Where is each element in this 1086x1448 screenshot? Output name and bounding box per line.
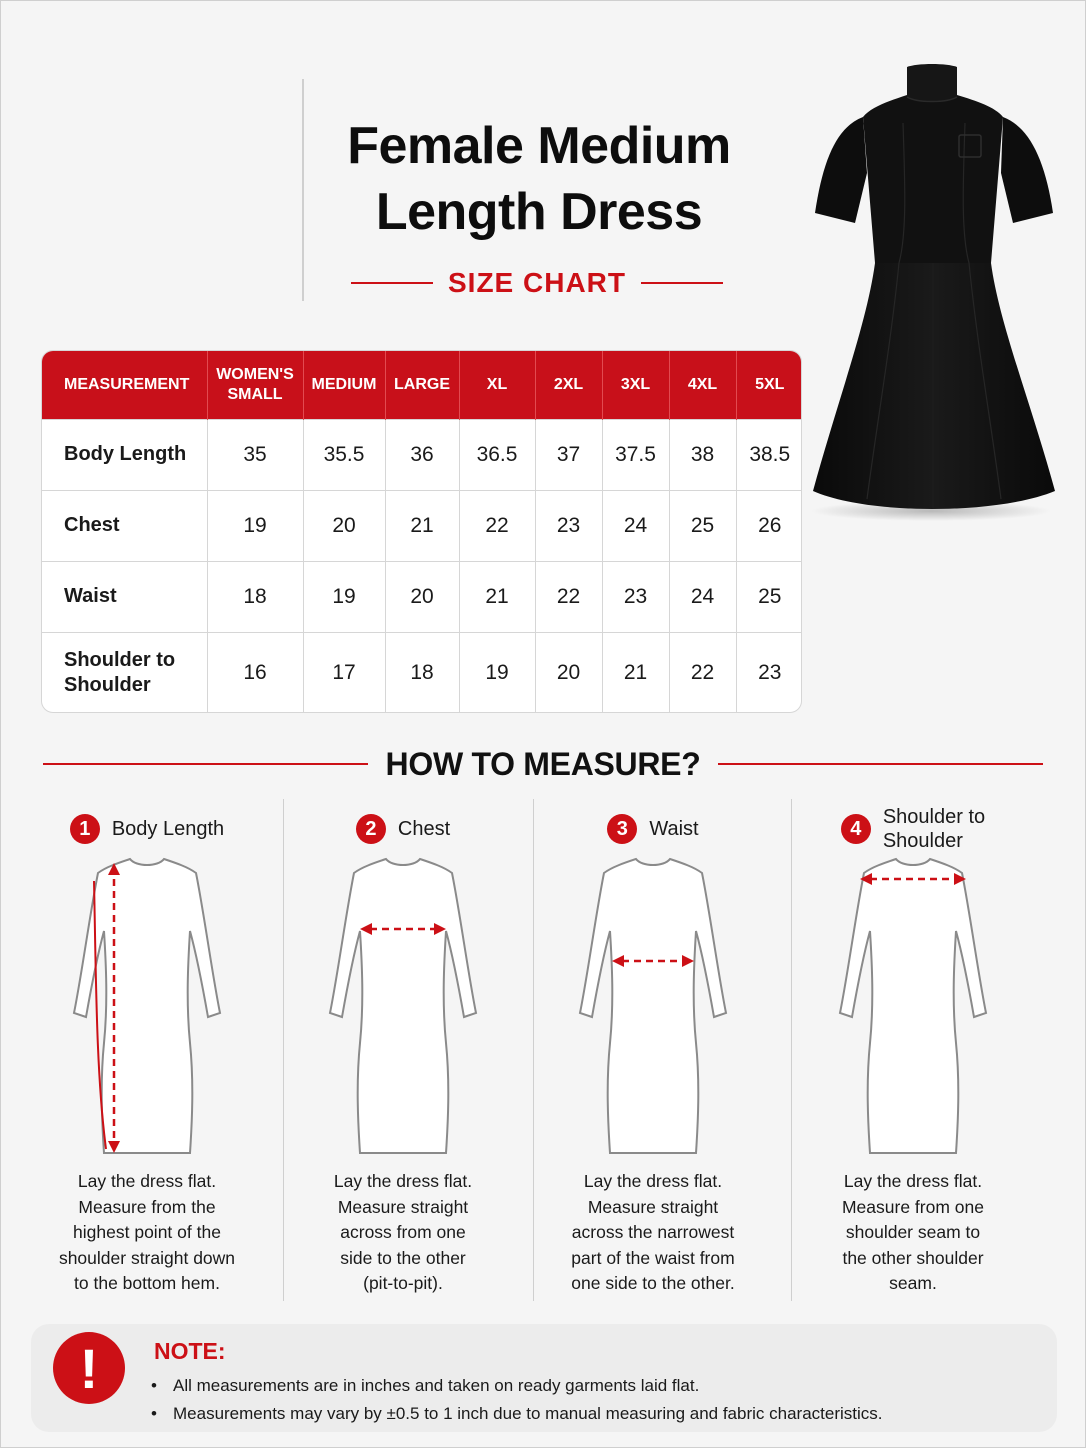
note-title: NOTE: <box>154 1338 226 1364</box>
note-box <box>31 1324 1057 1432</box>
table-cell: 19 <box>207 490 303 561</box>
table-cell: 23 <box>736 632 802 713</box>
step-description: Lay the dress flat. Measure straight across the narrowest part of the waist from one side to the other. <box>571 1171 735 1294</box>
table-cell: 23 <box>535 490 602 561</box>
table-row <box>42 561 802 632</box>
table-cell: 20 <box>385 561 459 632</box>
header-divider <box>302 79 304 301</box>
table-cell: 36.5 <box>459 419 535 490</box>
step-label: Shoulder to Shoulder <box>882 806 986 852</box>
row-label: Waist <box>42 561 207 632</box>
subtitle-rule-right <box>641 282 723 284</box>
table-cell: 35 <box>207 419 303 490</box>
note-list <box>151 1372 883 1428</box>
htm-rule-right <box>718 763 1043 765</box>
step-number-badge: 2 <box>356 814 386 844</box>
table-cell: 22 <box>535 561 602 632</box>
column-header: 2XL <box>535 351 602 419</box>
column-header: MEDIUM <box>303 351 385 419</box>
column-header: LARGE <box>385 351 459 419</box>
table-cell: 24 <box>669 561 736 632</box>
table-cell: 20 <box>535 632 602 713</box>
step-label: Body Length <box>111 818 225 840</box>
row-label: Chest <box>42 490 207 561</box>
title-line-1: Female Medium <box>347 117 731 175</box>
dress-outline-chest-icon <box>328 853 478 1163</box>
step-description: Lay the dress flat. Measure from one shoulder seam to the other shoulder seam. <box>841 1171 984 1294</box>
table-cell: 20 <box>303 490 385 561</box>
row-label: Body Length <box>42 419 207 490</box>
column-header: 3XL <box>602 351 669 419</box>
table-cell: 26 <box>736 490 802 561</box>
column-header: MEASUREMENT <box>42 351 207 419</box>
dress-product-image <box>807 63 1063 525</box>
table-cell: 17 <box>303 632 385 713</box>
table-cell: 38.5 <box>736 419 802 490</box>
column-header: 5XL <box>736 351 802 419</box>
table-cell: 35.5 <box>303 419 385 490</box>
exclamation-icon: ! <box>53 1332 125 1404</box>
measure-step-shoulder <box>793 807 1033 1297</box>
table-row <box>42 490 802 561</box>
table-cell: 25 <box>669 490 736 561</box>
page-title <box>321 113 757 245</box>
subtitle-rule-left <box>351 282 433 284</box>
table-header-row <box>42 351 802 419</box>
measure-step-body-length <box>27 807 267 1297</box>
table-cell: 18 <box>385 632 459 713</box>
table-cell: 23 <box>602 561 669 632</box>
step-description: Lay the dress flat. Measure straight across from one side to the other (pit-to-pit). <box>333 1171 473 1294</box>
step-number-badge: 4 <box>841 814 871 844</box>
title-line-2: Length Dress <box>375 183 703 241</box>
table-cell: 36 <box>385 419 459 490</box>
table-cell: 21 <box>459 561 535 632</box>
column-divider <box>791 799 792 1301</box>
measure-step-chest <box>283 807 523 1297</box>
size-chart-table <box>41 350 802 713</box>
column-header: WOMEN'S SMALL <box>207 351 303 419</box>
table-cell: 18 <box>207 561 303 632</box>
table-cell: 22 <box>669 632 736 713</box>
table-cell: 37 <box>535 419 602 490</box>
step-heading <box>283 807 523 851</box>
step-number-badge: 3 <box>607 814 637 844</box>
note-item: • Measurements may vary by ±0.5 to 1 inch due to manual measuring and fabric characteristics. <box>151 1400 883 1428</box>
how-to-measure-title: HOW TO MEASURE? <box>385 745 701 782</box>
step-label: Chest <box>397 818 451 840</box>
dress-outline-body-length-icon <box>72 853 222 1163</box>
subtitle: SIZE CHART <box>448 267 626 298</box>
table-cell: 22 <box>459 490 535 561</box>
table-cell: 21 <box>602 632 669 713</box>
table-cell: 25 <box>736 561 802 632</box>
table-cell: 19 <box>459 632 535 713</box>
table-cell: 16 <box>207 632 303 713</box>
table-row <box>42 419 802 490</box>
step-description: Lay the dress flat. Measure from the highest point of the shoulder straight down to the bottom hem. <box>58 1171 236 1294</box>
note-item: • All measurements are in inches and taken on ready garments laid flat. <box>151 1372 883 1400</box>
table-cell: 38 <box>669 419 736 490</box>
table-cell: 21 <box>385 490 459 561</box>
step-label: Waist <box>649 818 699 840</box>
dress-outline-shoulder-icon <box>838 853 988 1163</box>
column-header: 4XL <box>669 351 736 419</box>
table-cell: 19 <box>303 561 385 632</box>
step-number-badge: 1 <box>70 814 100 844</box>
table-cell: 24 <box>602 490 669 561</box>
measure-step-waist <box>533 807 773 1297</box>
column-header: XL <box>459 351 535 419</box>
how-to-measure-header <box>43 743 1043 785</box>
row-label: Shoulder to Shoulder <box>42 632 207 713</box>
table-cell: 37.5 <box>602 419 669 490</box>
step-heading <box>27 807 267 851</box>
htm-rule-left <box>43 763 368 765</box>
dress-outline-waist-icon <box>578 853 728 1163</box>
subtitle-row <box>351 265 723 301</box>
table-row <box>42 632 802 713</box>
step-heading <box>793 807 1033 851</box>
step-heading <box>533 807 773 851</box>
